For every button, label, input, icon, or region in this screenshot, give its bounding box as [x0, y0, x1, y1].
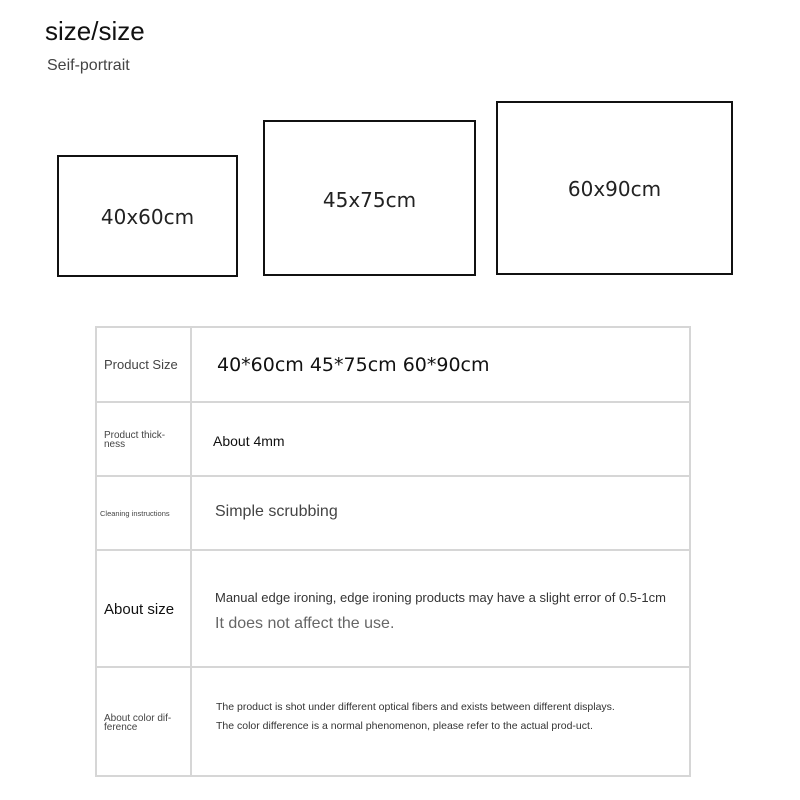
row-label: Cleaning instructions	[100, 509, 170, 518]
row-value-line2: It does not affect the use.	[215, 615, 395, 632]
row-label: Product Size	[104, 357, 178, 372]
label-cell	[97, 551, 192, 666]
value-cell	[192, 551, 689, 666]
value-cell	[192, 403, 689, 475]
value-cell	[192, 328, 689, 401]
row-value: Simple scrubbing	[215, 503, 338, 520]
table-row-color-difference	[97, 668, 689, 777]
label-cell	[97, 668, 192, 777]
row-value: About 4mm	[213, 433, 285, 449]
row-value-line1: Manual edge ironing, edge ironing products may have a slight error of 0.5-1cm	[215, 590, 666, 605]
row-label: Product thick-ness	[104, 430, 166, 450]
table-row-about-size	[97, 551, 689, 668]
size-box-label: 45x75cm	[322, 188, 417, 212]
size-box-45x75	[263, 120, 476, 276]
label-cell	[97, 328, 192, 401]
table-row-cleaning	[97, 477, 689, 551]
row-label: About size	[104, 601, 175, 618]
size-box-label: 40x60cm	[100, 205, 195, 229]
value-cell	[192, 668, 689, 777]
row-label: About color dif-ference	[104, 713, 172, 733]
spec-table	[95, 326, 691, 777]
table-row-product-thickness	[97, 403, 689, 477]
page-title: size/size	[45, 16, 145, 46]
size-box-label: 60x90cm	[567, 177, 662, 201]
label-cell	[97, 403, 192, 475]
row-value-line1: The product is shot under different optical fibers and exists between different displays.	[216, 701, 615, 713]
value-cell	[192, 477, 689, 549]
size-box-40x60	[57, 155, 238, 277]
row-value-line2: The color difference is a normal phenomenon, please refer to the actual prod-uct.	[216, 720, 593, 732]
table-row-product-size	[97, 328, 689, 403]
label-cell	[97, 477, 192, 549]
page-subtitle: Seif-portrait	[47, 57, 130, 74]
row-value: 40*60cm 45*75cm 60*90cm	[217, 354, 490, 376]
size-box-60x90	[496, 101, 733, 275]
